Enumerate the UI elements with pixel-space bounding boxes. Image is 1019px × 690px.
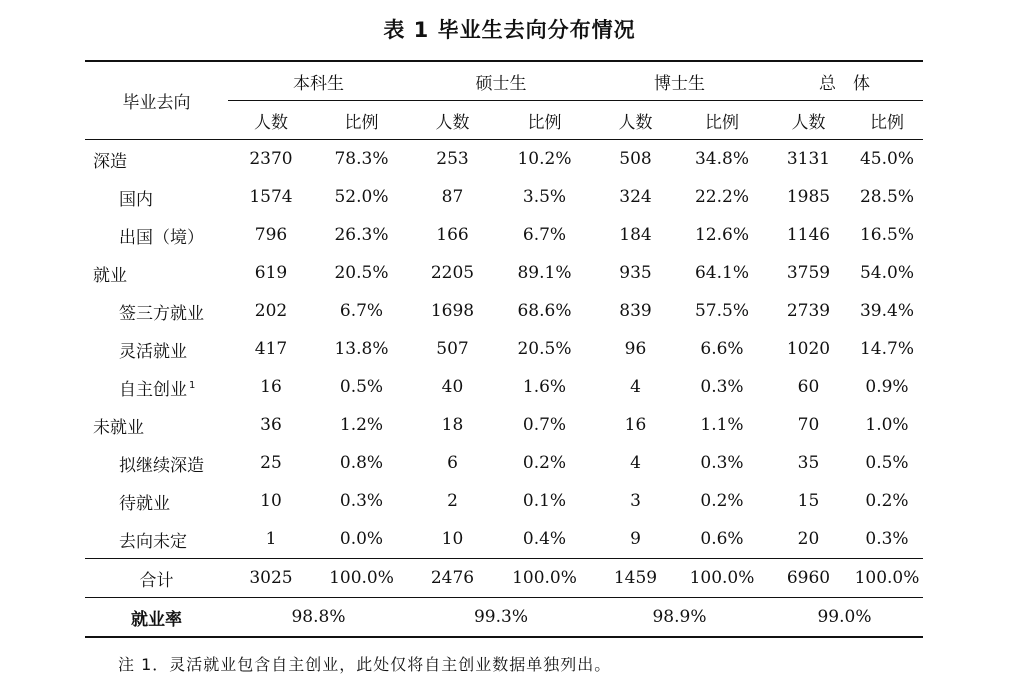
row-label: 自主创业 $^1$ — [119, 379, 196, 400]
ratio-cell: 0.3% — [339, 491, 384, 511]
count-cell: 40 — [441, 377, 464, 397]
ratio-cell: 0.6% — [700, 529, 744, 549]
count-cell: 16 — [624, 415, 647, 435]
table-row — [85, 406, 923, 444]
group-header-overall: 总 体 — [819, 73, 870, 94]
ratio-cell: 0.8% — [339, 453, 384, 473]
ratio-cell: 39.4% — [859, 301, 914, 321]
group-header-doctoral: 博士生 — [654, 73, 705, 94]
count-cell: 15 — [797, 491, 820, 511]
ratio-cell: 14.7% — [859, 339, 914, 359]
count-header: 人数 — [409, 101, 496, 140]
count-cell: 35 — [797, 453, 820, 473]
count-cell: 18 — [441, 415, 464, 435]
row-label: 国内 — [119, 189, 153, 210]
table-row — [85, 482, 923, 520]
row-label: 待就业 — [119, 493, 170, 514]
count-cell: 508 — [619, 149, 652, 169]
employment-rate-row — [85, 598, 923, 638]
count-cell: 3 — [630, 491, 641, 511]
ratio-cell: 1.2% — [339, 415, 384, 435]
table-row — [85, 444, 923, 482]
table-row — [85, 140, 923, 179]
ratio-cell: 22.2% — [694, 187, 749, 207]
table-title: 表 1 毕业生去向分布情况 — [383, 18, 636, 42]
count-cell: 4 — [630, 377, 641, 397]
count-cell: 2 — [447, 491, 458, 511]
group-header-master: 硕士生 — [475, 73, 527, 94]
ratio-cell: 16.5% — [859, 225, 914, 245]
count-cell: 507 — [436, 339, 469, 359]
graduate-destination-table — [85, 60, 923, 638]
count-cell: 87 — [441, 187, 464, 207]
ratio-cell: 0.7% — [522, 415, 567, 435]
ratio-cell: 0.3% — [865, 529, 909, 549]
row-label: 拟继续深造 — [119, 455, 204, 476]
ratio-header: 比例 — [851, 101, 923, 140]
row-label: 深造 — [93, 151, 127, 172]
footnote: 注 1．灵活就业包含自主创业，此处仅将自主创业数据单独列出。 — [118, 655, 612, 674]
count-cell: 1 — [265, 529, 277, 549]
count-cell: 166 — [436, 225, 469, 245]
count-cell: 3131 — [786, 149, 831, 169]
row-label: 灵活就业 — [119, 341, 187, 362]
total-row — [85, 559, 923, 598]
ratio-cell: 0.3% — [700, 377, 744, 397]
total-count-cell: 2476 — [430, 568, 475, 588]
count-cell: 324 — [619, 187, 652, 207]
ratio-cell: 3.5% — [522, 187, 567, 207]
ratio-cell: 45.0% — [859, 149, 914, 169]
count-cell: 839 — [619, 301, 652, 321]
table-row — [85, 520, 923, 559]
employment-rate-cell: 99.0% — [817, 607, 872, 627]
count-cell: 202 — [254, 301, 288, 321]
count-cell: 253 — [436, 149, 469, 169]
total-count-cell: 1459 — [613, 568, 658, 588]
count-header: 人数 — [593, 101, 678, 140]
group-header-undergrad: 本科生 — [293, 73, 344, 94]
ratio-cell: 1.6% — [522, 377, 567, 397]
ratio-cell: 20.5% — [334, 263, 389, 283]
table-row — [85, 292, 923, 330]
ratio-cell: 26.3% — [334, 225, 389, 245]
ratio-cell: 10.2% — [517, 149, 572, 169]
count-cell: 25 — [260, 453, 282, 473]
ratio-cell: 20.5% — [517, 339, 572, 359]
count-cell: 184 — [619, 225, 652, 245]
count-cell: 2739 — [786, 301, 831, 321]
ratio-cell: 78.3% — [334, 149, 389, 169]
ratio-cell: 13.8% — [334, 339, 389, 359]
total-count-cell: 6960 — [786, 568, 831, 588]
row-label: 去向未定 — [119, 531, 187, 552]
ratio-cell: 0.5% — [339, 377, 384, 397]
count-cell: 10 — [441, 529, 464, 549]
ratio-cell: 0.2% — [522, 453, 567, 473]
ratio-cell: 6.7% — [522, 225, 567, 245]
ratio-cell: 6.7% — [339, 301, 384, 321]
count-cell: 2205 — [430, 263, 475, 283]
count-cell: 70 — [797, 415, 820, 435]
count-cell: 796 — [254, 225, 288, 245]
ratio-cell: 1.0% — [865, 415, 909, 435]
row-label: 未就业 — [93, 417, 144, 438]
ratio-cell: 0.2% — [700, 491, 744, 511]
total-ratio-cell: 100.0% — [854, 568, 920, 588]
ratio-header: 比例 — [496, 101, 593, 140]
count-cell: 1985 — [786, 187, 831, 207]
ratio-cell: 0.4% — [522, 529, 567, 549]
ratio-cell: 68.6% — [517, 301, 572, 321]
total-label: 合计 — [139, 570, 174, 591]
ratio-cell: 28.5% — [859, 187, 914, 207]
ratio-cell: 0.2% — [865, 491, 909, 511]
count-cell: 619 — [254, 263, 288, 283]
count-header: 人数 — [766, 101, 851, 140]
count-cell: 1146 — [786, 225, 831, 245]
count-cell: 16 — [260, 377, 282, 397]
row-label-header: 毕业去向 — [85, 61, 228, 140]
employment-rate-cell: 98.9% — [652, 607, 707, 627]
ratio-cell: 89.1% — [517, 263, 572, 283]
footnote-marker: 1 — [189, 379, 196, 391]
ratio-header: 比例 — [314, 101, 409, 140]
ratio-cell: 0.1% — [522, 491, 567, 511]
ratio-cell: 0.3% — [700, 453, 744, 473]
ratio-cell: 34.8% — [694, 149, 749, 169]
ratio-cell: 1.1% — [700, 415, 744, 435]
count-cell: 9 — [630, 529, 641, 549]
table-row — [85, 178, 923, 216]
ratio-cell: 54.0% — [859, 263, 914, 283]
table-row — [85, 330, 923, 368]
row-label: 出国（境） — [119, 227, 204, 248]
ratio-cell: 52.0% — [334, 187, 389, 207]
count-cell: 4 — [630, 453, 641, 473]
count-cell: 1574 — [249, 187, 293, 207]
count-cell: 2370 — [249, 149, 293, 169]
employment-rate-cell: 99.3% — [473, 607, 528, 627]
table-row — [85, 216, 923, 254]
total-ratio-cell: 100.0% — [329, 568, 394, 588]
employment-rate-label: 就业率 — [131, 609, 182, 630]
count-cell: 20 — [797, 529, 820, 549]
row-label: 就业 — [93, 265, 127, 286]
ratio-cell: 64.1% — [694, 263, 749, 283]
count-cell: 1020 — [786, 339, 831, 359]
table-row — [85, 368, 923, 406]
count-cell: 417 — [254, 339, 288, 359]
count-header: 人数 — [228, 101, 314, 140]
count-cell: 60 — [797, 377, 820, 397]
ratio-cell: 0.9% — [865, 377, 909, 397]
total-count-cell: 3025 — [249, 568, 293, 588]
total-ratio-cell: 100.0% — [689, 568, 755, 588]
count-cell: 36 — [260, 415, 282, 435]
ratio-cell: 0.0% — [339, 529, 384, 549]
row-label: 签三方就业 — [119, 303, 204, 324]
total-ratio-cell: 100.0% — [512, 568, 577, 588]
count-cell: 1698 — [430, 301, 475, 321]
count-cell: 96 — [624, 339, 647, 359]
table-row — [85, 254, 923, 292]
count-cell: 10 — [260, 491, 282, 511]
ratio-header: 比例 — [678, 101, 766, 140]
count-cell: 6 — [447, 453, 458, 473]
ratio-cell: 0.5% — [865, 453, 909, 473]
ratio-cell: 57.5% — [694, 301, 749, 321]
employment-rate-cell: 98.8% — [291, 607, 346, 627]
count-cell: 3759 — [786, 263, 831, 283]
ratio-cell: 12.6% — [694, 225, 749, 245]
count-cell: 935 — [619, 263, 652, 283]
ratio-cell: 6.6% — [700, 339, 744, 359]
